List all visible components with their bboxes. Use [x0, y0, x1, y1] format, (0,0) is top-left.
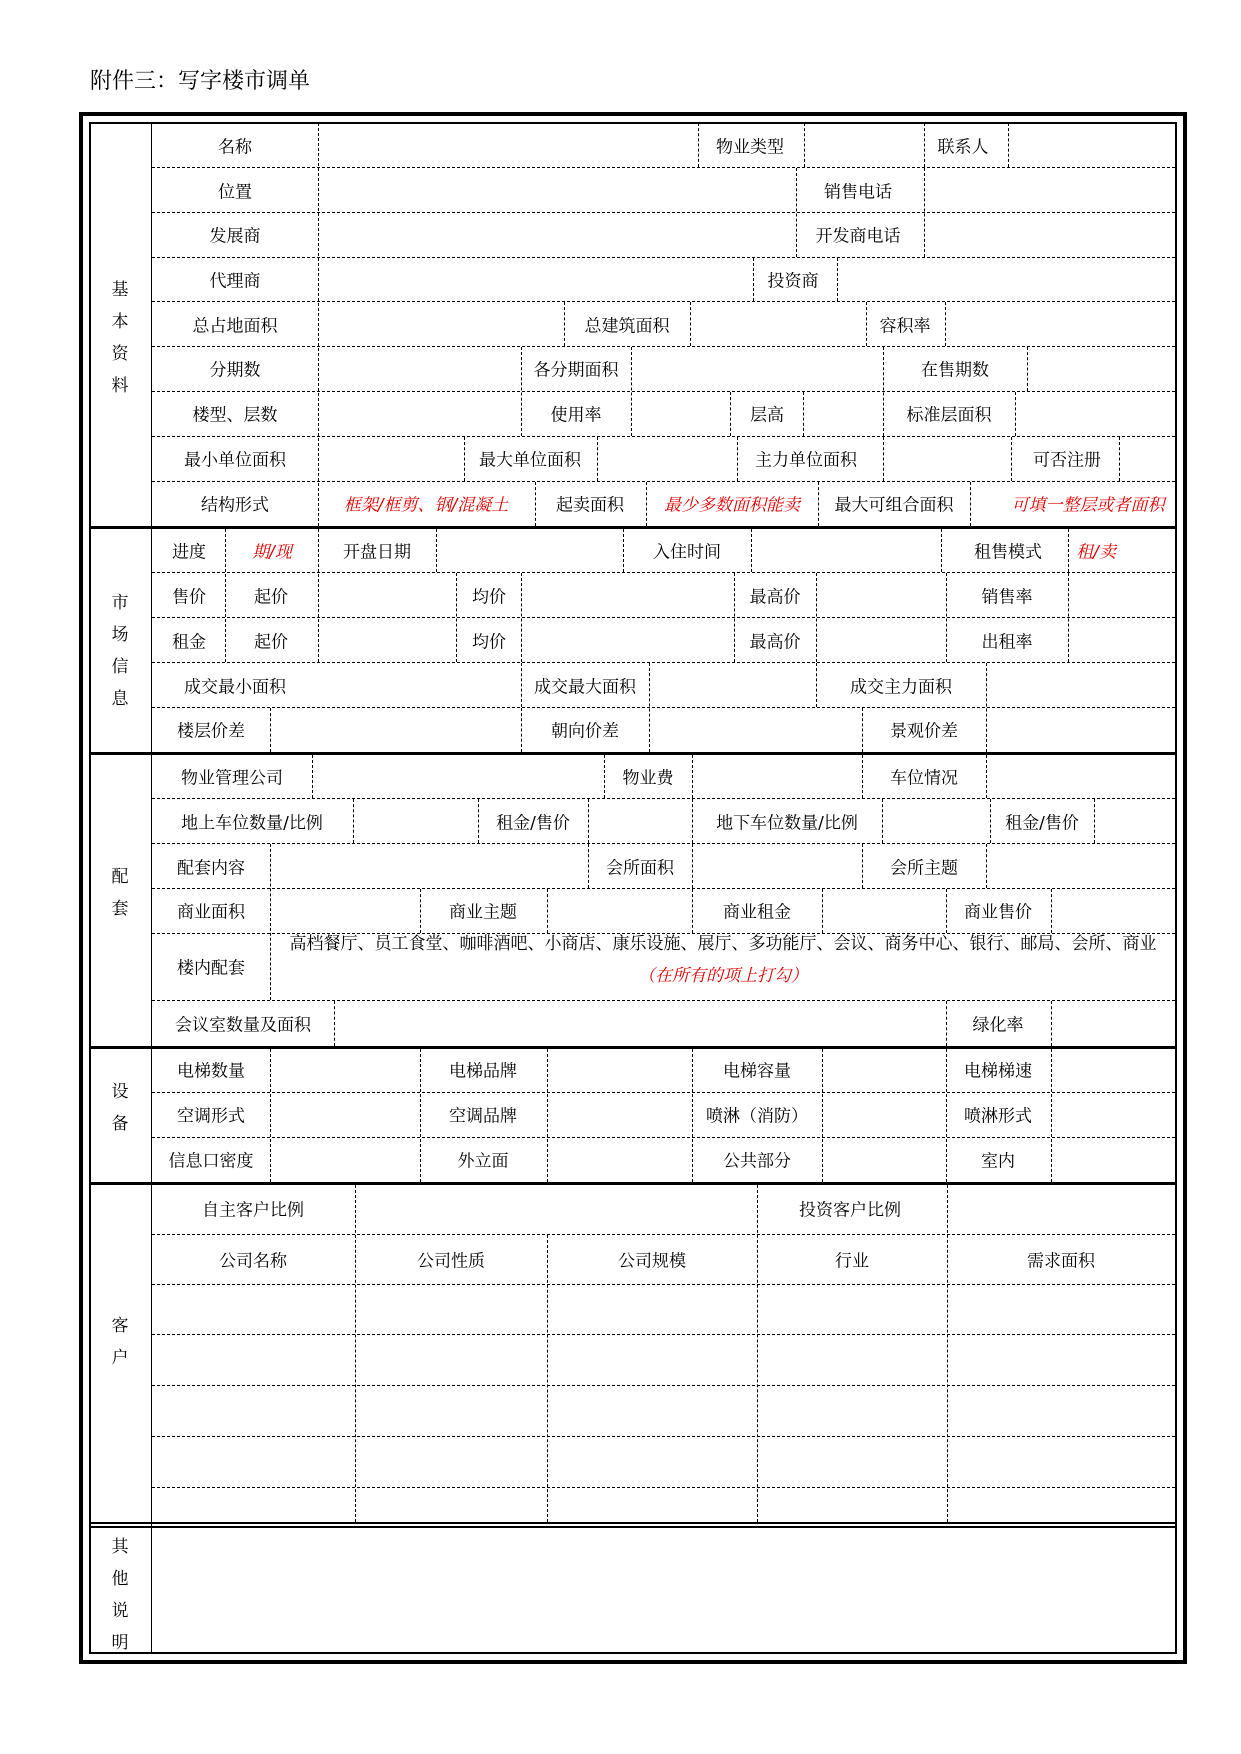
label-max-unit: 最大单位面积 — [479, 450, 581, 471]
category-char: 备 — [111, 1114, 129, 1134]
cell-border — [690, 302, 691, 346]
cell-border — [152, 1234, 1175, 1235]
section-divider — [89, 752, 1177, 755]
header-company-type: 公司性质 — [417, 1251, 485, 1272]
cell-border — [804, 123, 805, 167]
label-investor: 投资商 — [767, 271, 819, 292]
category-char: 基 — [111, 280, 129, 300]
cell-border — [692, 889, 693, 933]
cell-border — [986, 844, 987, 888]
cell-border — [803, 392, 804, 436]
label-move-in: 入住时间 — [653, 542, 721, 563]
label-max-price: 最高价 — [749, 587, 801, 608]
cell-border — [152, 301, 1175, 302]
label-phase-area: 各分期面积 — [533, 360, 619, 381]
label-plot-ratio: 容积率 — [879, 316, 931, 337]
cell-border — [883, 437, 884, 481]
cell-border — [751, 529, 752, 572]
cell-border — [152, 1092, 1175, 1093]
label-sales-rate: 销售率 — [981, 587, 1033, 608]
cell-border — [152, 1385, 1175, 1386]
label-rent-price-2: 租金/售价 — [1005, 813, 1079, 834]
category-char: 明 — [111, 1633, 129, 1653]
hint-progress: 期/现 — [252, 542, 292, 563]
section-divider — [89, 1046, 1177, 1049]
cell-border — [564, 302, 565, 346]
label-building-floors: 楼型、层数 — [192, 405, 278, 426]
cell-border — [862, 844, 863, 888]
cell-border — [796, 168, 797, 257]
cell-border — [649, 663, 650, 752]
cell-border — [946, 1049, 947, 1182]
cell-border — [990, 799, 991, 843]
inbuilding-options: 高档餐厅、员工食堂、咖啡酒吧、小商店、康乐设施、展厅、多功能厅、会议、商务中心、银行、邮局、会所、商业（在所有的项上打勾） — [289, 934, 1157, 986]
cell-border — [152, 1284, 1175, 1285]
label-opening-date: 开盘日期 — [343, 542, 411, 563]
cell-border — [1119, 437, 1120, 481]
cell-border — [604, 755, 605, 798]
cell-border — [1011, 437, 1012, 481]
category-char: 其 — [111, 1537, 129, 1557]
cell-border — [152, 1436, 1175, 1437]
section-divider — [89, 1522, 1177, 1528]
cell-border — [698, 123, 699, 167]
header-industry: 行业 — [835, 1251, 869, 1272]
cell-border — [946, 573, 947, 662]
cell-border — [547, 1235, 548, 1522]
cell-border — [818, 482, 819, 526]
cell-border — [737, 437, 738, 481]
label-developer-phone: 开发商电话 — [815, 226, 901, 247]
label-elev-count: 电梯数量 — [177, 1061, 245, 1082]
header-company-name: 公司名称 — [219, 1251, 287, 1272]
hint-max-combined: 可填一整层或者面积 — [1011, 495, 1165, 516]
cell-border — [1051, 889, 1052, 933]
cell-border — [152, 707, 1175, 708]
label-deal-main: 成交主力面积 — [850, 677, 952, 698]
label-std-floor-area: 标准层面积 — [906, 405, 992, 426]
cell-border — [152, 346, 1175, 347]
label-view-diff: 景观价差 — [890, 721, 958, 742]
label-club-theme: 会所主题 — [890, 858, 958, 879]
label-parking: 车位情况 — [890, 768, 958, 789]
label-min-unit: 最小单位面积 — [184, 450, 286, 471]
cell-border — [588, 799, 589, 843]
label-biz-price: 商业售价 — [964, 902, 1032, 923]
cell-border — [945, 302, 946, 346]
cell-border — [456, 573, 457, 662]
header-company-scale: 公司规模 — [618, 1251, 686, 1272]
category-char: 他 — [111, 1569, 129, 1589]
label-elev-speed: 电梯梯速 — [964, 1061, 1032, 1082]
cell-border — [646, 482, 647, 526]
cell-border — [464, 437, 465, 481]
hint-lease-mode: 租/卖 — [1076, 542, 1116, 563]
label-rent-rate: 出租率 — [981, 632, 1033, 653]
label-sprinkler: 喷淋（消防） — [706, 1106, 808, 1127]
cell-border — [597, 437, 598, 481]
cell-border — [816, 663, 817, 707]
cell-border — [353, 799, 354, 843]
hint-structure: 框架/框剪、钢/混凝土 — [343, 495, 509, 516]
cell-border — [152, 391, 1175, 392]
label-below-parking: 地下车位数量/比例 — [716, 813, 858, 834]
category-label — [108, 1076, 132, 1140]
category-label — [108, 274, 132, 402]
cell-border — [692, 799, 693, 843]
category-char: 户 — [111, 1348, 129, 1368]
cell-border — [941, 529, 942, 572]
label-meeting-rooms: 会议室数量及面积 — [175, 1015, 311, 1036]
label-max-rent: 最高价 — [749, 632, 801, 653]
category-char: 客 — [111, 1316, 129, 1336]
label-green-rate: 绿化率 — [972, 1015, 1024, 1036]
cell-border — [924, 168, 925, 257]
category-label — [108, 1531, 132, 1659]
category-char: 设 — [111, 1082, 129, 1102]
cell-border — [986, 755, 987, 798]
label-elev-brand: 电梯品牌 — [449, 1061, 517, 1082]
category-char: 配 — [111, 867, 129, 887]
category-label — [108, 1310, 132, 1374]
label-property-type: 物业类型 — [716, 137, 784, 158]
cell-border — [334, 1001, 335, 1046]
label-phases: 分期数 — [209, 360, 261, 381]
cell-border — [1094, 799, 1095, 843]
label-avg-price: 均价 — [472, 587, 506, 608]
label-min-sale-area: 起卖面积 — [556, 495, 624, 516]
cell-border — [478, 799, 479, 843]
cell-border — [862, 755, 863, 798]
cell-border — [521, 708, 522, 752]
cell-border — [420, 1049, 421, 1182]
label-ac-brand: 空调品牌 — [449, 1106, 517, 1127]
label-sale-price: 售价 — [172, 587, 206, 608]
cell-border — [730, 392, 731, 436]
label-self-ratio: 自主客户比例 — [202, 1200, 304, 1221]
label-avg-rent: 均价 — [472, 632, 506, 653]
cell-border — [152, 843, 1175, 844]
cell-border — [1027, 347, 1028, 391]
cell-border — [924, 123, 925, 167]
category-char: 资 — [111, 344, 129, 364]
label-above-parking: 地上车位数量/比例 — [181, 813, 323, 834]
label-mgmt-company: 物业管理公司 — [181, 768, 283, 789]
cell-border — [521, 347, 522, 436]
cell-border — [270, 708, 271, 752]
cell-border — [152, 212, 1175, 213]
cell-border — [355, 1185, 356, 1522]
cell-border — [1051, 1049, 1052, 1182]
cell-border — [270, 1049, 271, 1182]
label-location: 位置 — [218, 182, 252, 203]
cell-border — [837, 258, 838, 301]
label-floor-diff: 楼层价差 — [177, 721, 245, 742]
label-ac-type: 空调形式 — [177, 1106, 245, 1127]
category-label — [108, 587, 132, 715]
cell-border — [692, 1049, 693, 1182]
cell-border — [753, 258, 754, 301]
label-biz-theme: 商业主题 — [449, 902, 517, 923]
label-floor-height: 层高 — [750, 405, 784, 426]
inbuilding-hint: （在所有的项上打勾） — [638, 966, 808, 986]
category-char: 场 — [111, 625, 129, 645]
cell-border — [986, 663, 987, 752]
cell-border — [152, 617, 1175, 618]
cell-border — [822, 889, 823, 933]
label-info-density: 信息口密度 — [168, 1151, 254, 1172]
category-char: 本 — [111, 312, 129, 332]
cell-border — [1068, 573, 1069, 662]
cell-border — [521, 663, 522, 707]
cell-border — [866, 302, 867, 346]
label-rent: 租金 — [172, 632, 206, 653]
cell-border — [152, 167, 1175, 168]
label-phases-on-sale: 在售期数 — [921, 360, 989, 381]
label-usage-rate: 使用率 — [550, 405, 602, 426]
cell-border — [152, 1487, 1175, 1488]
cell-border — [947, 1185, 948, 1522]
label-interior: 室内 — [981, 1151, 1015, 1172]
label-orient-diff: 朝向价差 — [551, 721, 619, 742]
cell-border — [152, 572, 1175, 573]
label-sprinkler-type: 喷淋形式 — [964, 1106, 1032, 1127]
label-lease-mode: 租售模式 — [974, 542, 1042, 563]
cell-border — [535, 482, 536, 526]
cell-border — [816, 573, 817, 662]
cell-border — [152, 1334, 1175, 1335]
cell-border — [862, 708, 863, 752]
hint-min-sale-area: 最少多数面积能卖 — [664, 495, 800, 516]
cell-border — [547, 889, 548, 933]
label-main-unit: 主力单位面积 — [755, 450, 857, 471]
cell-border — [588, 844, 589, 888]
label-agent: 代理商 — [209, 271, 261, 292]
label-building-area: 总建筑面积 — [584, 316, 670, 337]
cell-border — [692, 755, 693, 798]
label-inbuilding: 楼内配套 — [177, 958, 245, 979]
cell-border — [270, 844, 271, 1000]
cell-border — [318, 123, 319, 526]
section-divider — [89, 526, 1177, 529]
cell-border — [318, 529, 319, 662]
cell-border — [152, 888, 1175, 889]
cell-border — [436, 529, 437, 572]
label-land-area: 总占地面积 — [192, 316, 278, 337]
cell-border — [1068, 529, 1069, 572]
cell-border — [946, 1001, 947, 1046]
label-structure: 结构形式 — [201, 495, 269, 516]
cell-border — [882, 799, 883, 843]
label-invest-ratio: 投资客户比例 — [799, 1200, 901, 1221]
label-developer: 发展商 — [209, 226, 261, 247]
label-sales-phone: 销售电话 — [824, 182, 892, 203]
label-progress: 进度 — [172, 542, 206, 563]
label-deal-max: 成交最大面积 — [534, 677, 636, 698]
cell-border — [970, 482, 971, 526]
category-char: 说 — [111, 1601, 129, 1621]
cell-border — [631, 347, 632, 436]
cell-border — [152, 257, 1175, 258]
cell-border — [1015, 392, 1016, 436]
cell-border — [312, 755, 313, 798]
label-registrable: 可否注册 — [1033, 450, 1101, 471]
cell-border — [152, 436, 1175, 437]
cell-border — [822, 1049, 823, 1182]
cell-border — [1051, 1001, 1052, 1046]
header-demand-area: 需求面积 — [1027, 1251, 1095, 1272]
cell-border — [152, 1000, 1175, 1001]
cell-border — [225, 529, 226, 662]
label-biz-area: 商业面积 — [177, 902, 245, 923]
cell-border — [152, 1137, 1175, 1138]
category-char: 信 — [111, 657, 129, 677]
label-start-rent: 起价 — [254, 632, 288, 653]
section-divider — [89, 1182, 1177, 1185]
cell-border — [1008, 123, 1009, 167]
category-char: 料 — [111, 376, 129, 396]
label-name: 名称 — [218, 137, 252, 158]
cell-border — [152, 798, 1175, 799]
cell-border — [946, 889, 947, 933]
category-char: 套 — [111, 899, 129, 919]
label-club-area: 会所面积 — [606, 858, 674, 879]
label-start-price: 起价 — [254, 587, 288, 608]
label-max-combined: 最大可组合面积 — [834, 495, 954, 516]
category-label — [108, 861, 132, 925]
label-mgmt-fee: 物业费 — [622, 768, 674, 789]
cell-border — [152, 662, 1175, 663]
label-elev-capacity: 电梯容量 — [723, 1061, 791, 1082]
cell-border — [692, 844, 693, 888]
category-char: 息 — [111, 689, 129, 709]
category-char: 市 — [111, 593, 129, 613]
cell-border — [757, 1185, 758, 1522]
label-public-area: 公共部分 — [723, 1151, 791, 1172]
label-facilities: 配套内容 — [177, 858, 245, 879]
cell-border — [623, 529, 624, 572]
cell-border — [420, 889, 421, 933]
page-title: 附件三：写字楼市调单 — [90, 69, 311, 94]
cell-border — [521, 573, 522, 662]
cell-border — [883, 347, 884, 436]
label-biz-rent: 商业租金 — [723, 902, 791, 923]
label-deal-min: 成交最小面积 — [184, 677, 286, 698]
label-contact: 联系人 — [937, 137, 989, 158]
cell-border — [547, 1049, 548, 1182]
cell-border — [152, 481, 1175, 482]
label-rent-price-1: 租金/售价 — [496, 813, 570, 834]
cell-border — [734, 573, 735, 662]
label-facade: 外立面 — [457, 1151, 509, 1172]
